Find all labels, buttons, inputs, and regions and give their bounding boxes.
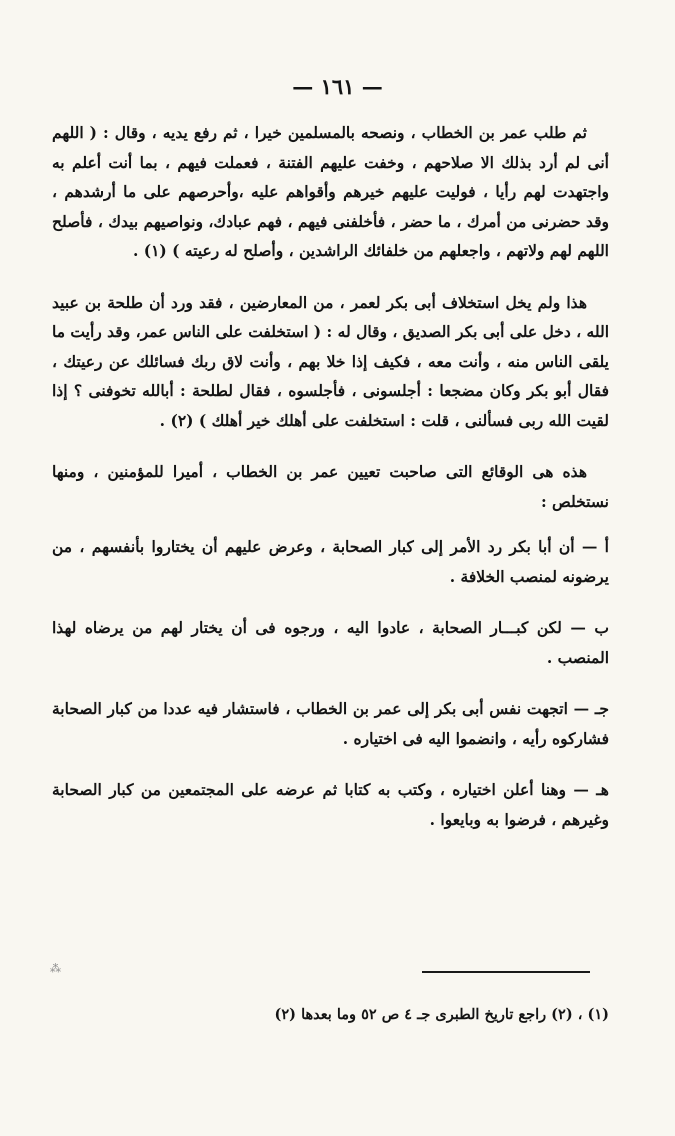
paragraph-conclusion-intro: هذه هى الوقائع التى صاحبت تعيين عمر بن الخطاب ، أميرا للمؤمنين ، ومنها نستخلص : — [52, 462, 609, 511]
ink-smudge: ⁂ — [50, 962, 61, 975]
footnote: (١) ، (٢) راجع تاريخ الطبرى جـ ٤ ص ٥٢ وما بعدها (٢) — [274, 1006, 609, 1023]
paragraph-caliph-prayer: ثم طلب عمر بن الخطاب ، ونصحه بالمسلمين خيرا ، ثم رفع يديه ، وقال : ( اللهم أنى لم أرد بذلك الا صلاحهم ، وخفت عليهم الفتنة ، فعملت فيهم ، بما أنت أعلم به واجتهدت لهم رأيا ، فوليت عليهم خيرهم وأقواهم عليه ،وأحرصهم على ما أرشدهم ، وقد حضرنى من أمرك ، ما حضر ، فأخلفنى فيهم ، فهم عبادك، ونواصيهم بيدك ، فأصلح اللهم لهم ولاتهم ، واجعلهم من خلفائك الراشدين ، وأصلح له رعيته ) (١) . — [52, 123, 609, 260]
list-item-ba: ب — لكن كبـــار الصحابة ، عادوا اليه ، ورجوه فى أن يختار لهم من يرضاه لهذا المنصب . — [52, 618, 609, 667]
list-item-jim: جـ — اتجهت نفس أبى بكر إلى عمر بن الخطاب ، فاستشار فيه عددا من كبار الصحابة فشاركوه رأيه ، وانضموا اليه فى اختياره . — [52, 699, 609, 748]
page-number: — ١٦١ — — [292, 74, 383, 99]
list-item-ha: هـ — وهنا أعلن اختياره ، وكتب به كتابا ثم عرضه على المجتمعين من كبار الصحابة وغيرهم ، فرضوا به وبايعوا . — [52, 780, 609, 829]
main-text — [52, 118, 609, 856]
footnote-divider — [422, 971, 590, 973]
paragraph-talha-objection: هذا ولم يخل استخلاف أبى بكر لعمر ، من المعارضين ، فقد ورد أن طلحة بن عبيد الله ، دخل على أبى بكر الصديق ، وقال له : ( استخلفت على الناس عمر، وقد رأيت ما يلقى الناس منه ، وأنت معه ، فكيف إذا خلا بهم ، وأنت لاق ربك فسائلك عن رعيتك ، فقال أبو بكر وكان مضجعا : أجلسونى ، فأجلسوه ، فقال لطلحة : أبالله تخوفنى ؟ إذا لقيت الله ربى فسألنى ، قلت : استخلفت على أهلك خير أهلك ) (٢) . — [52, 292, 609, 430]
list-item-alif: أ — أن أبا بكر رد الأمر إلى كبار الصحابة ، وعرض عليهم أن يختاروا بأنفسهم ، من يرضونه لمنصب الخلافة . — [52, 537, 609, 586]
